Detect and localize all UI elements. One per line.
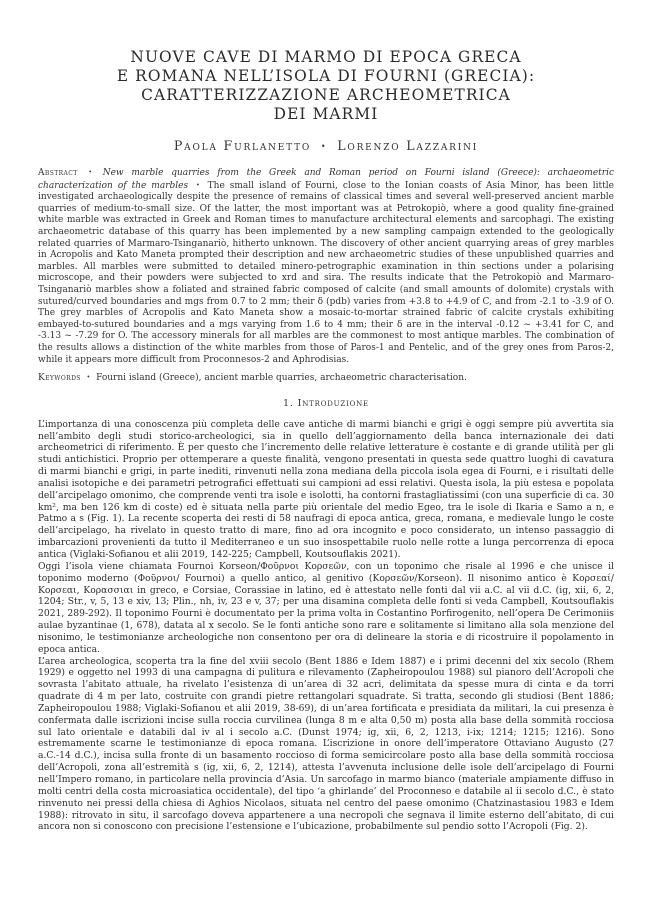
abstract-separator: • <box>88 169 92 176</box>
author-separator: • <box>320 142 328 151</box>
section-heading <box>38 398 614 409</box>
section-title: Introduzione <box>297 397 369 409</box>
keywords-label: Keywords <box>38 373 81 384</box>
abstract-label: Abstract <box>38 168 78 178</box>
abstract-separator: • <box>196 181 200 189</box>
body-paragraph: Oggi l’isola viene chiamata Fournoi Korseon/Φοῦρνοι Κορσεῶν, con un toponimo che risale al 1996 e che unisce il toponimo moderno (Φοῦρνοι/ Fournoi) a quello antico, al genitivo (Κορσεῶν/Korseon). Il nisonimo antico è Κορσεαί/Κορσεαι, Κορασσιαι in greco, e Corsiae, Corassiae in latino, ed è attestato nelle fonti dal vii a.C. al vii d.C. (ig, xii, 6, 2, 1204; Str., v, 5, 13 e xiv, 13; Plin., nh, iv, 23 e v, 37; per una disamina completa delle fonti si veda Campbell, Koutsouflakis 2021, 289-292). Il toponimo Fourni è documentato per la prima volta in Costantino Porfirogenito, nell’opera De Cerimoniis aulae byzantinae (1, 678), datata al x secolo. Se le fonti antiche sono rare e solitamente si limitano alla sola menzione del nisonimo, le testimonianze archeologiche non consentono per ora di delineare la storia e di ricostruire il popolamento in epoca antica. <box>38 560 614 655</box>
article-body <box>38 419 614 834</box>
title-line: CARATTERIZZAZIONE ARCHEOMETRICA <box>141 86 511 104</box>
abstract-english-title: New marble quarries from the Greek and Roman period on Fourni island (Greece): archaeometric characterization of the marbles <box>38 168 614 191</box>
article-title <box>38 48 614 124</box>
title-line: E ROMANA NELL’ISOLA DI FOURNI (GRECIA): <box>116 67 536 85</box>
keywords <box>38 372 614 385</box>
author-line <box>38 138 614 153</box>
body-paragraph: L’importanza di una conoscenza più completa delle cave antiche di marmi bianchi e grigi è oggi sempre più avvertita sia nell’ambito degli studi storico-archeologici, sia in quello dell’aggiornamento della banca internazionale dei dati archeometrici di riferimento. È per questo che l’incremento delle relative letterature è costante e di grande utilità per gli studi antichistici. Proprio per ottemperare a queste finalità, vengono presentati in questa sede quattro luoghi di cavatura di marmi bianchi e grigi, in parte inediti, rinvenuti nella zona mediana della piccola isola egea di Fourni, e i risultati delle analisi isotopiche e dei parametri petrografici effettuati sui campioni ad essi relativi. Questa isola, la più estesa e popolata dell’arcipelago omonimo, che comprende venti tra isole e isolotti, ha contorni frastagliatissimi (con una superficie di ca. 30 km², ma ben 126 km di coste) ed è situata nella parte più orientale del medio Egeo, tra le isole di Ikaria e Samo a n, e Patmo a s (Fig. 1). La recente scoperta dei resti di 58 naufragi di epoca antica, greca, romana, e medievale lungo le coste dell’arcipelago, ha rivelato in questo tratto di mare, fino ad ora incognito e poco considerato, un intenso passaggio di imbarcazioni provenienti da tutto il Mediterraneo e un suo insospettabile ruolo nelle rotte a lunga percorrenza di epoca antica (Viglaki-Sofianou et alii 2019, 142-225; Campbell, Koutsouflakis 2021). <box>38 418 614 560</box>
author-name: Lorenzo Lazzarini <box>337 138 479 153</box>
author-name: Paola Furlanetto <box>173 138 312 153</box>
section-number: 1. <box>283 397 294 409</box>
keywords-separator: • <box>86 374 91 382</box>
title-line: DEI MARMI <box>273 105 379 123</box>
abstract <box>38 167 614 366</box>
body-paragraph: L’area archeologica, scoperta tra la fine del xviii secolo (Bent 1886 e Idem 1887) e i primi decenni del xix secolo (Rhem 1929) e oggetto nel 1993 di una campagna di pulitura e rilevamento (Zapheiropoulou 1988) sul pianoro dell’Acropoli che sovrasta l’abitato attuale, ha rivelato l’esistenza di un’area di 32 acri, delimitata da spesse mura di cinta e da torri quadrate di 4 m per lato, costruite con grandi pietre rettangolari squadrate. Si tratta, secondo gli studiosi (Bent 1886; Zapheiropoulou 1988; Viglaki-Sofianou et alii 2019, 38-69), di un’area fortificata e presidiata da militari, la cui presenza è confermata dalle iscrizioni incise sulla roccia curvilinea (lunga 8 m e alta 0,50 m) posta alla base della sommità rocciosa sul lato orientale e databili dal iv al i secolo a.C. (Dunst 1974; ig, xii, 6, 2, 1213, i-ix; 1214; 1215; 1216). Sono estremamente scarne le testimonianze di epoca romana. L’iscrizione in onore dell’imperatore Ottaviano Augusto (27 a.C.-14 d.C.), incisa sulla fronte di un basamento roccioso di forma semicircolare posto alla base della sommità rocciosa dell’Acropoli, zona all’estremità s (ig, xii, 6, 2, 1214), attesta l’avvenuta inclusione delle isole dell’arcipelago di Fourni nell’Impero romano, in particolare nella provincia d’Asia. Un sarcofago in marmo bianco (materiale ampiamente diffuso in molti centri della costa microasiatica occidentale), del tipo ‘a ghirlande’ del Proconneso e databile al ii secolo d.C., è stato rinvenuto nei pressi della chiesa di Aghios Nicolaos, situata nel centro del paese omonimo (Chatzinastasiou 1983 e Idem 1988): ritrovato in situ, il sarcofago doveva appartenere a una necropoli che segnava il limite esterno dell’abitato, di cui ancora non si conoscono con precisione l’estensione e l’ubicazione, probabilmente sul pendio sotto l’Acropoli (Fig. 2). <box>38 655 614 833</box>
abstract-text: The small island of Fourni, close to the Ionian coasts of Asia Minor, has been little investigated archaeologically despite the presence of remains of classical times and several well-preserved ancient marble quarries of medium-to-small size. Of the latter, the most important was at Petrokopiò, where a good quality fine-grained white marble was extracted in Greek and Roman times to manufacture architectural elements and sarcophagi. The existing archaeometric database of this quarry has been implemented by a new sampling campaign extended to the geologically related quarries of Marmaro-Tsinganariò, hitherto unknown. The discovery of other ancient quarrying areas of grey marbles in Acropolis and Kato Maneta prompted their description and new archaeometric studies of these unpublished quarries and marbles. All marbles were submitted to detailed minero-petrographic examination in thin sections under a polarising microscope, and their powders were subjected to xrd and sira. The results indicate that the Petrokopiò and Marmaro-Tsinganariò marbles show a foliated and strained fabric composed of calcite (and small amounts of dolomite) crystals with sutured/curved boundaries and mgs from 0.7 to 2 mm; their δ (pdb) varies from +3.8 to +4.9 of C, and from -2.1 to -3.9 of O. The grey marbles of Acropolis and Kato Maneta show a mosaic-to-mortar strained fabric of calcite crystals exhibiting embayed-to-sutured boundaries and a mgs varying from 1.6 to 4 mm; their δ are in the interval -0.12 ~ +3.41 for C, and -3.13 ~ -7.29 for O. The accessory minerals for all marbles are the commonest to most antique marbles. The combination of the results allows a distinction of the white marbles from those of Paros-1 and Pentelic, and of the grey ones from Paros-2, while it appears more difficult from Proconnesos-2 and Aphrodisias. <box>38 180 614 365</box>
keywords-text: Fourni island (Greece), ancient marble quarries, archaeometric characterisation. <box>96 373 467 384</box>
title-line: NUOVE CAVE DI MARMO DI EPOCA GRECA <box>130 48 522 66</box>
article-page <box>38 48 614 833</box>
